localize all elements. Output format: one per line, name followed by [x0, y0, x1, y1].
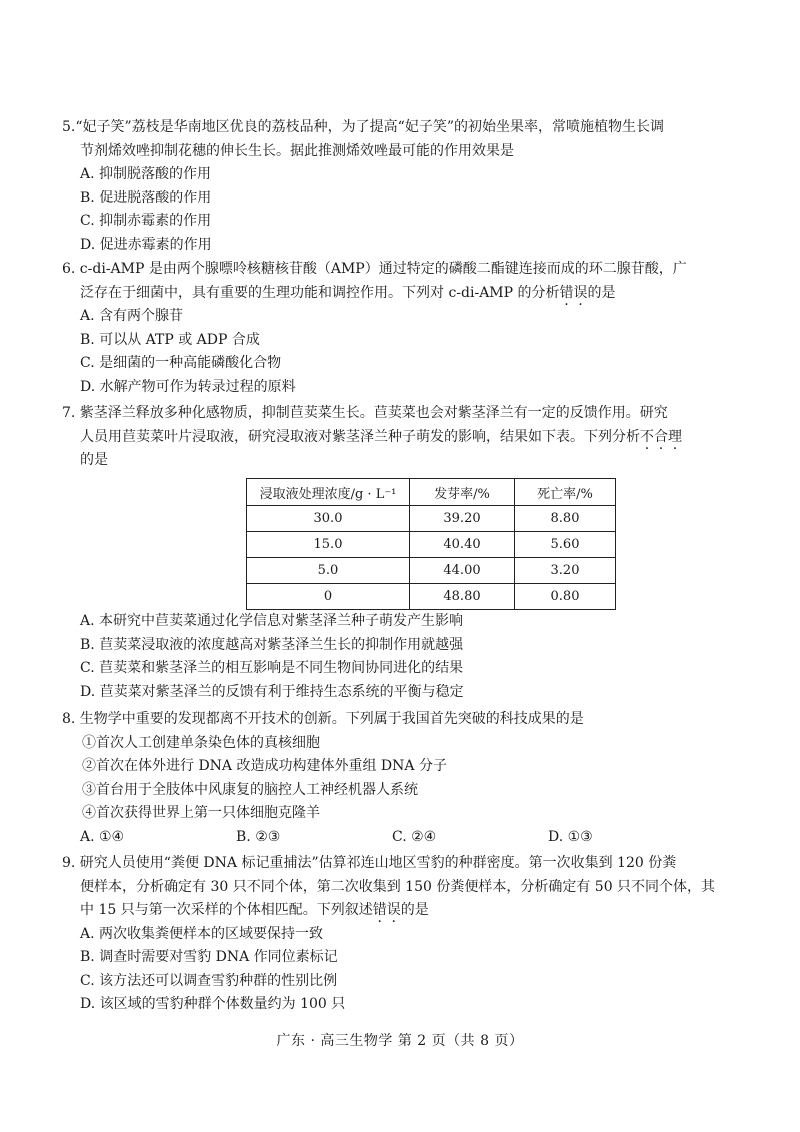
q6-stem-line-2-post: 的是 [587, 284, 616, 301]
q8-choice-b: B. ②③ [236, 828, 281, 845]
q5-option-c: C. 抑制赤霉素的作用 [80, 213, 212, 229]
q7-option-b: B. 苣荬菜浸取液的浓度越高对紫茎泽兰生长的抑制作用就越强 [80, 636, 464, 653]
q9-stem-line-1: 9. 研究人员使用“粪便 DNA 标记重捕法”估算祁连山地区雪豹的种群密度。第一次收集到 120 份粪 [62, 855, 677, 871]
q7-stem-line-1: 7. 紫茎泽兰释放多种化感物质，抑制苣荬菜生长。苣荬菜也会对紫茎泽兰有一定的反馈作用。研究 [62, 405, 668, 421]
q7-stem-line-2 [62, 426, 762, 450]
q7-option-d: D. 苣荬菜对紫茎泽兰的反馈有利于维持生态系统的平衡与稳定 [80, 683, 464, 700]
table-cell: 0 [247, 584, 410, 610]
q6-stem-line-2-pre: 泛存在于细菌中，具有重要的生理功能和调控作用。下列对 c-di-AMP 的分析 [80, 284, 560, 301]
q6-option-c: C. 是细菌的一种高能磷酸化合物 [80, 355, 282, 371]
q9-stem-line-3-pre: 中 15 只与第一次采样的个体相匹配。下列叙述 [80, 902, 373, 918]
table-cell: 40.40 [410, 532, 515, 558]
emphasis-char: 误 [573, 284, 588, 301]
q5-stem-line-1: 5.“妃子笑”荔枝是华南地区优良的荔枝品种，为了提高“妃子笑”的初始坐果率，常喷施植物生长调 [62, 119, 664, 135]
q8-item-2: ②首次在体外进行 DNA 改造成功构建体外重组 DNA 分子 [82, 758, 447, 774]
q9-option-a: A. 两次收集粪便样本的区域要保持一致 [80, 925, 324, 942]
table-cell: 0.80 [515, 584, 616, 610]
emphasis-char: 不 [640, 428, 654, 445]
table-header-concentration: 浸取液处理浓度/g · L⁻¹ [247, 479, 410, 506]
table-cell: 39.20 [410, 506, 515, 532]
q6-option-a: A. 含有两个腺苷 [80, 308, 184, 324]
table-header-mortality: 死亡率/% [515, 479, 616, 506]
question-9 [62, 852, 762, 1017]
q6-option-d: D. 水解产物可作为转录过程的原料 [80, 378, 296, 395]
table-header-row [247, 479, 616, 506]
table-row [247, 506, 616, 532]
q7-stem-line-2-pre: 人员用苣荬菜叶片浸取液，研究浸取液对紫茎泽兰种子萌发的影响，结果如下表。下列分析 [80, 428, 640, 445]
q9-stem-line-3 [62, 899, 762, 923]
table-cell: 5.0 [247, 558, 410, 584]
table-cell: 8.80 [515, 506, 616, 532]
q6-emphasis [560, 285, 588, 301]
q7-option-a: A. 本研究中苣荬菜通过化学信息对紫茎泽兰种子萌发产生影响 [80, 613, 464, 629]
q8-item-3: ③首台用于全肢体中风康复的脑控人工神经机器人系统 [82, 781, 418, 798]
q9-option-c: C. 该方法还可以调查雪豹种群的性别比例 [80, 972, 338, 989]
q5-option-a: A. 抑制脱落酸的作用 [80, 166, 212, 182]
page-footer: 广东 · 高三生物学 第 2 页（共 8 页） [276, 1033, 524, 1049]
q7-stem-line-3: 的是 [80, 452, 108, 468]
q7-emphasis [640, 429, 682, 445]
q6-option-b: B. 可以从 ATP 或 ADP 合成 [80, 331, 260, 348]
question-6 [62, 258, 762, 399]
table-row [247, 584, 616, 610]
table-row [247, 558, 616, 584]
table-row [247, 532, 616, 558]
table-cell: 5.60 [515, 532, 616, 558]
q7-option-c: C. 苣荬菜和紫茎泽兰的相互影响是不同生物间协同进化的结果 [80, 660, 464, 676]
q9-option-b: B. 调查时需要对雪豹 DNA 作同位素标记 [80, 949, 338, 965]
q8-item-4: ④首次获得世界上第一只体细胞克隆羊 [82, 805, 320, 821]
table-cell: 15.0 [247, 532, 410, 558]
q8-stem-line-1: 8. 生物学中重要的发现都离不开技术的创新。下列属于我国首先突破的科技成果的是 [62, 711, 584, 727]
table-cell: 48.80 [410, 584, 515, 610]
q9-stem-line-2: 便样本，分析确定有 30 只不同个体，第二次收集到 150 份粪便样本，分析确定有 50 只不同个体，其 [80, 878, 716, 895]
emphasis-char: 错 [372, 902, 387, 918]
q6-stem-line-1: 6. c-di-AMP 是由两个腺嘌呤核糖核苷酸（AMP）通过特定的磷酸二酯键连接而成的环二腺苷酸，广 [62, 261, 687, 277]
question-8 [62, 708, 762, 849]
q5-option-d: D. 促进赤霉素的作用 [80, 236, 212, 253]
q6-stem-line-2 [62, 282, 762, 306]
table-cell: 44.00 [410, 558, 515, 584]
q8-choices [62, 826, 762, 850]
q8-choice-d: D. ①③ [548, 828, 593, 845]
question-5 [62, 116, 762, 257]
q9-emphasis [373, 902, 401, 918]
question-7-options [62, 610, 762, 704]
table-cell: 3.20 [515, 558, 616, 584]
table-cell: 30.0 [247, 506, 410, 532]
question-7 [62, 402, 762, 473]
q8-choice-c: C. ②④ [392, 828, 437, 845]
q5-option-b: B. 促进脱落酸的作用 [80, 189, 212, 206]
emphasis-char: 错 [559, 284, 574, 301]
q7-data-table [246, 478, 616, 610]
table-header-germination: 发芽率/% [410, 479, 515, 506]
emphasis-char: 理 [668, 428, 682, 445]
q8-item-1: ①首次人工创建单条染色体的真核细胞 [82, 734, 320, 751]
q9-option-d: D. 该区域的雪豹种群个体数量约为 100 只 [80, 996, 346, 1012]
q5-stem-line-2: 节剂烯效唑抑制花穗的伸长生长。据此推测烯效唑最可能的作用效果是 [80, 142, 514, 159]
q8-choice-a: A. ①④ [80, 828, 125, 845]
emphasis-char: 误 [386, 902, 401, 918]
emphasis-char: 合 [654, 428, 668, 445]
q9-stem-line-3-post: 的是 [400, 902, 429, 918]
